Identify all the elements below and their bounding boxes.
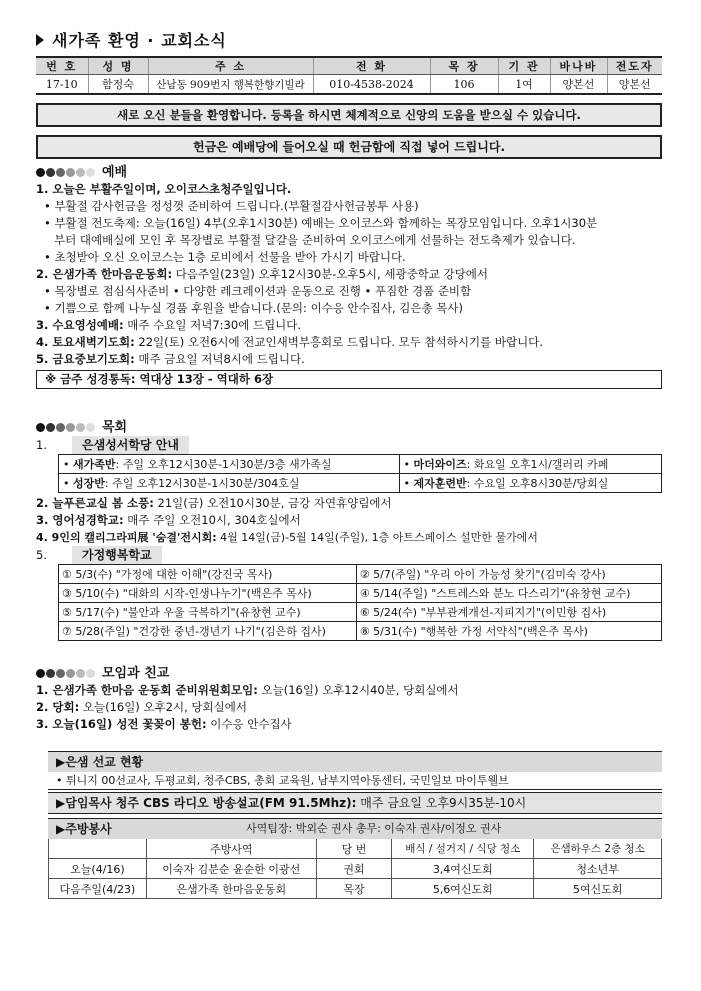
list-item: 1. 은샘가족 한마음 운동회 준비위원회모임: 오늘(16일) 오후12시40분, 당회실에서 xyxy=(36,683,459,697)
dot-icon xyxy=(76,669,85,678)
dot-icon xyxy=(46,669,55,678)
service-table xyxy=(48,839,662,899)
table-cell: • 제자훈련반: 수요일 오후8시30분/당회실 xyxy=(399,474,662,493)
table-cell: 다음주일(4/23) xyxy=(49,879,147,899)
list-item: 부터 대예배실에 모인 후 목장별로 부활절 달걀을 준비하여 오이코스에게 선물하는 전도축제가 있습니다. xyxy=(54,233,576,247)
list-item: • 부활절 감사헌금을 정성껏 준비하여 드립니다.(부활절감사헌금봉투 사용) xyxy=(44,199,419,213)
bible-school-table xyxy=(58,454,662,493)
dot-icon xyxy=(46,423,55,432)
table-header: 주방사역 xyxy=(146,839,316,859)
welcome-notice: 새로 오신 분들을 환영합니다. 등록을 하시면 체계적으로 신앙의 도움을 받으실 수 있습니다. xyxy=(36,103,662,127)
worship-list xyxy=(36,181,662,368)
table-cell: 권회 xyxy=(316,859,392,879)
table-row xyxy=(49,859,662,879)
dot-icon xyxy=(76,168,85,177)
dot-icon xyxy=(66,423,75,432)
dots-bullet-icon xyxy=(36,168,96,177)
dot-icon xyxy=(36,168,45,177)
list-item: • 목장별로 점심식사준비 • 다양한 레크레이션과 운동으로 진행 • 푸짐한 경품 준비함 xyxy=(44,284,472,298)
table-row xyxy=(59,455,662,474)
dot-icon xyxy=(56,669,65,678)
table-cell: ⑦ 5/28(주일) "건강한 중년-갱년기 나기"(김은하 집사) xyxy=(59,622,357,641)
dot-icon xyxy=(36,669,45,678)
list-item: 3. 수요영성예배: 매주 수요일 저녁7:30에 드립니다. xyxy=(36,318,302,332)
mission-title: ▶은샘 선교 현황 xyxy=(48,752,662,772)
ministry-item-1: 1. 은샘성서학당 안내 xyxy=(36,436,662,454)
table-header: 바나바 xyxy=(550,57,607,75)
table-header xyxy=(49,839,147,859)
table-cell: 이숙자 김분순 윤순한 이광선 xyxy=(146,859,316,879)
bible-school-label: 은샘성서학당 안내 xyxy=(72,436,189,454)
radio-section xyxy=(48,792,662,814)
service-title: ▶주방봉사 xyxy=(56,822,112,836)
table-cell: ② 5/7(주일) "우리 아이 가능성 찾기"(김미숙 강사) xyxy=(356,565,661,584)
table-header: 배식 / 설거지 / 식당 청소 xyxy=(392,839,534,859)
table-cell: 은샘가족 한마음운동회 xyxy=(146,879,316,899)
dot-icon xyxy=(66,669,75,678)
list-item: 3. 영어성경학교: 매주 주일 오전10시, 304호실에서 xyxy=(36,513,301,527)
dot-icon xyxy=(66,168,75,177)
service-section xyxy=(48,818,662,899)
table-row xyxy=(59,584,662,603)
bible-reading-box: ※ 금주 성경통독: 역대상 13장 - 역대하 6장 xyxy=(36,370,662,389)
table-cell: 1여 xyxy=(498,75,550,95)
table-cell: 106 xyxy=(430,75,498,95)
family-school-table xyxy=(58,564,662,641)
table-row xyxy=(59,474,662,493)
table-row xyxy=(49,879,662,899)
page-title: 새가족 환영 · 교회소식 xyxy=(36,30,662,52)
section-heading-worship: 예배 xyxy=(36,164,662,181)
table-header: 번 호 xyxy=(36,57,88,75)
mission-section xyxy=(48,751,662,790)
radio-time: 매주 금요일 오후9시35분-10시 xyxy=(356,796,527,810)
table-cell: ③ 5/10(수) "대화의 시작-인생나누기"(백은주 목사) xyxy=(59,584,357,603)
ministry-item-5: 5. 가정행복학교 xyxy=(36,546,662,564)
table-cell: 목장 xyxy=(316,879,392,899)
list-item: 4. 토요새벽기도회: 22일(토) 오전6시에 전교인새벽부흥회로 드립니다. 모두 참석하시기를 바랍니다. xyxy=(36,335,543,349)
list-item: • 초청받아 오신 오이코스는 1층 로비에서 선물을 받아 가시기 바랍니다. xyxy=(44,250,406,264)
list-item: • 기쁨으로 함께 나누실 경품 후원을 받습니다.(문의: 이수응 안수집사, 김은총 목사) xyxy=(44,301,463,315)
dot-icon xyxy=(86,423,95,432)
family-school-label: 가정행복학교 xyxy=(72,546,162,564)
dot-icon xyxy=(36,423,45,432)
dot-icon xyxy=(86,669,95,678)
triangle-bullet-icon xyxy=(36,34,44,46)
table-cell: • 성장반: 주일 오후12시30분-1시30분/304호실 xyxy=(59,474,400,493)
service-leaders: 사역팀장: 박외순 권사 총무: 이숙자 권사/이정오 권사 xyxy=(246,822,502,835)
dot-icon xyxy=(46,168,55,177)
table-cell: ⑧ 5/31(수) "행복한 가정 서약식"(백은주 목사) xyxy=(356,622,661,641)
list-item: 3. 오늘(16일) 성전 꽃꽂이 봉헌: 이수응 안수집사 xyxy=(36,717,292,731)
table-row xyxy=(36,75,662,95)
table-cell: 양본선 xyxy=(550,75,607,95)
table-header: 성 명 xyxy=(88,57,148,75)
table-cell: 산남동 909번지 행복한향기빌라 xyxy=(148,75,313,95)
table-row xyxy=(59,603,662,622)
table-cell: ⑥ 5/24(수) "부부관계개선-지피지기"(이민항 집사) xyxy=(356,603,661,622)
section-heading-gatherings: 모임과 친교 xyxy=(36,665,662,682)
list-item: 2. 당회: 오늘(16일) 오후2시, 당회실에서 xyxy=(36,700,247,714)
table-cell: 5,6여신도회 xyxy=(392,879,534,899)
table-cell: ① 5/3(수) "가정에 대한 이해"(강진국 목사) xyxy=(59,565,357,584)
table-cell: • 새가족반: 주일 오후12시30분-1시30분/3층 새가족실 xyxy=(59,455,400,474)
table-cell: 함정숙 xyxy=(88,75,148,95)
dot-icon xyxy=(56,168,65,177)
list-item: • 부활절 전도축제: 오늘(16일) 4부(오후1시30분) 예배는 오이코스와 함께하는 목장모임입니다. 오후1시30분 xyxy=(44,216,598,230)
list-item: 2. 늘푸른교실 봄 소풍: 21일(금) 오전10시30분, 금강 자연휴양림에서 xyxy=(36,496,392,510)
list-item: 5. 금요중보기도회: 매주 금요일 저녁8시에 드립니다. xyxy=(36,352,305,366)
table-cell: 청소년부 xyxy=(534,859,662,879)
table-row xyxy=(59,565,662,584)
list-item: 2. 은샘가족 한마음운동회: 다음주일(23일) 오후12시30분-오후5시, 세광중학교 강당에서 xyxy=(36,267,488,281)
table-header: 목 장 xyxy=(430,57,498,75)
table-cell: 5여신도회 xyxy=(534,879,662,899)
table-header: 전 화 xyxy=(313,57,430,75)
table-cell: 양본선 xyxy=(607,75,662,95)
table-cell: ④ 5/14(주일) "스트레스와 분노 다스리기"(유창현 교수) xyxy=(356,584,661,603)
newcomer-table xyxy=(36,56,662,95)
table-header: 은샘하우스 2층 청소 xyxy=(534,839,662,859)
dot-icon xyxy=(86,168,95,177)
dots-bullet-icon xyxy=(36,423,96,432)
table-header: 주 소 xyxy=(148,57,313,75)
dot-icon xyxy=(76,423,85,432)
table-row xyxy=(59,622,662,641)
table-cell: • 마더와이즈: 화요일 오후1시/갤러리 카페 xyxy=(399,455,662,474)
table-cell: 오늘(4/16) xyxy=(49,859,147,879)
list-item: 1. 오늘은 부활주일이며, 오이코스초청주일입니다. xyxy=(36,182,292,196)
table-header: 기 관 xyxy=(498,57,550,75)
section-heading-ministry: 목회 xyxy=(36,419,662,436)
offering-notice: 헌금은 예배당에 들어오실 때 헌금함에 직접 넣어 드립니다. xyxy=(36,135,662,159)
radio-title: ▶담임목사 청주 CBS 라디오 방송설교(FM 91.5Mhz): xyxy=(56,796,357,810)
dot-icon xyxy=(56,423,65,432)
service-header xyxy=(48,818,662,839)
table-cell: 010-4538-2024 xyxy=(313,75,430,95)
dots-bullet-icon xyxy=(36,669,96,678)
table-header: 전도자 xyxy=(607,57,662,75)
table-header: 당 번 xyxy=(316,839,392,859)
table-cell: ⑤ 5/17(수) "불안과 우울 극복하기"(유창현 교수) xyxy=(59,603,357,622)
mission-list: • 튀니지 00선교사, 두평교회, 청주CBS, 총회 교육원, 남부지역아동센터, 국민일보 마이투웰브 xyxy=(56,774,509,787)
table-cell: 3,4여신도회 xyxy=(392,859,534,879)
list-item: 4. 9인의 캘리그라피展 '숨결'전시회: 4월 14일(금)-5월 14일(주일), 1층 아트스페이스 설만한 물가에서 xyxy=(36,531,538,544)
table-header-row xyxy=(36,57,662,75)
ministry-list xyxy=(36,495,662,546)
gatherings-list xyxy=(36,682,662,733)
table-cell: 17-10 xyxy=(36,75,88,95)
table-header-row xyxy=(49,839,662,859)
